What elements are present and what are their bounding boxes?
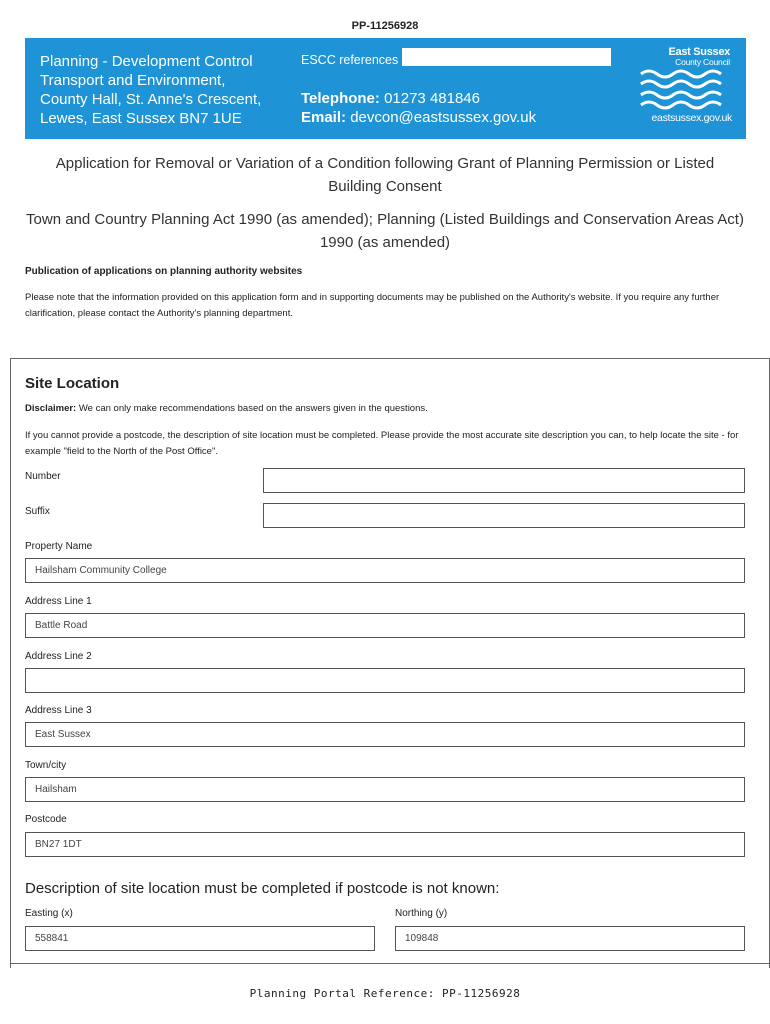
escc-references-field[interactable] [402,48,611,66]
address-line1-label: Address Line 1 [25,596,92,607]
property-name-label: Property Name [25,541,93,552]
address-line2-field[interactable] [25,668,745,693]
number-field[interactable] [263,468,745,493]
publication-text: Please note that the information provided on this application form and in supporting documents may be published on the Authority's website. If you require any further clarification, please contact the Authority's planning department. [25,292,720,319]
address-line: County Hall, St. Anne's Crescent, [40,91,262,108]
telephone-label: Telephone: [301,90,380,107]
email-label: Email: [301,109,347,126]
site-description-heading: Description of site location must be completed if postcode is not known: [25,880,500,897]
postcode-label: Postcode [25,814,67,825]
number-label: Number [25,471,61,482]
form-title: Application for Removal or Variation of a Condition following Grant of Planning Permission or Listed Building Consent [55,155,715,195]
council-address [40,52,261,128]
easting-field[interactable]: 558841 [25,926,375,951]
page-divider [10,963,770,964]
address-line3-label: Address Line 3 [25,705,92,716]
address-line: Transport and Environment, [40,72,226,89]
address-line2-label: Address Line 2 [25,651,92,662]
easting-label: Easting (x) [25,908,73,919]
address-line3-field[interactable]: East Sussex [25,722,745,747]
footer-reference: Planning Portal Reference: PP-11256928 [249,987,521,1000]
east-sussex-logo [637,46,732,130]
logo-website: eastsussex.gov.uk [651,112,732,124]
email-value[interactable]: devcon@eastsussex.gov.uk [350,109,537,126]
town-label: Town/city [25,760,67,771]
header-banner [25,38,746,139]
form-legislation: Town and Country Planning Act 1990 (as amended); Planning (Listed Buildings and Conservation Areas Act) 1990 (as amended) [26,211,744,251]
town-field[interactable]: Hailsham [25,777,745,802]
postcode-note: If you cannot provide a postcode, the description of site location must be completed. Please provide the most accurate site description you can, to help locate the site - for example "field to the North of the Post Office". [25,430,739,457]
address-line: Planning - Development Control [40,53,253,70]
disclaimer-text: We can only make recommendations based on the answers given in the questions. [78,403,428,414]
northing-label: Northing (y) [395,908,448,919]
contact-details [301,89,536,127]
property-name-field[interactable]: Hailsham Community College [25,558,745,583]
telephone-value: 01273 481846 [384,90,480,107]
suffix-label: Suffix [25,506,50,517]
logo-text-line1: East Sussex [668,46,730,58]
postcode-field[interactable]: BN27 1DT [25,832,745,857]
escc-references-label: ESCC references [301,53,399,67]
top-reference: PP-11256928 [351,20,419,32]
disclaimer-label: Disclaimer: [25,403,77,414]
address-line1-field[interactable]: Battle Road [25,613,745,638]
disclaimer [25,403,428,414]
publication-heading: Publication of applications on planning authority websites [25,266,303,277]
northing-field[interactable]: 109848 [395,926,745,951]
waves-icon [639,68,729,110]
address-line: Lewes, East Sussex BN7 1UE [40,110,242,127]
suffix-field[interactable] [263,503,745,528]
site-location-heading: Site Location [25,375,120,392]
logo-text-line2: County Council [675,57,730,67]
